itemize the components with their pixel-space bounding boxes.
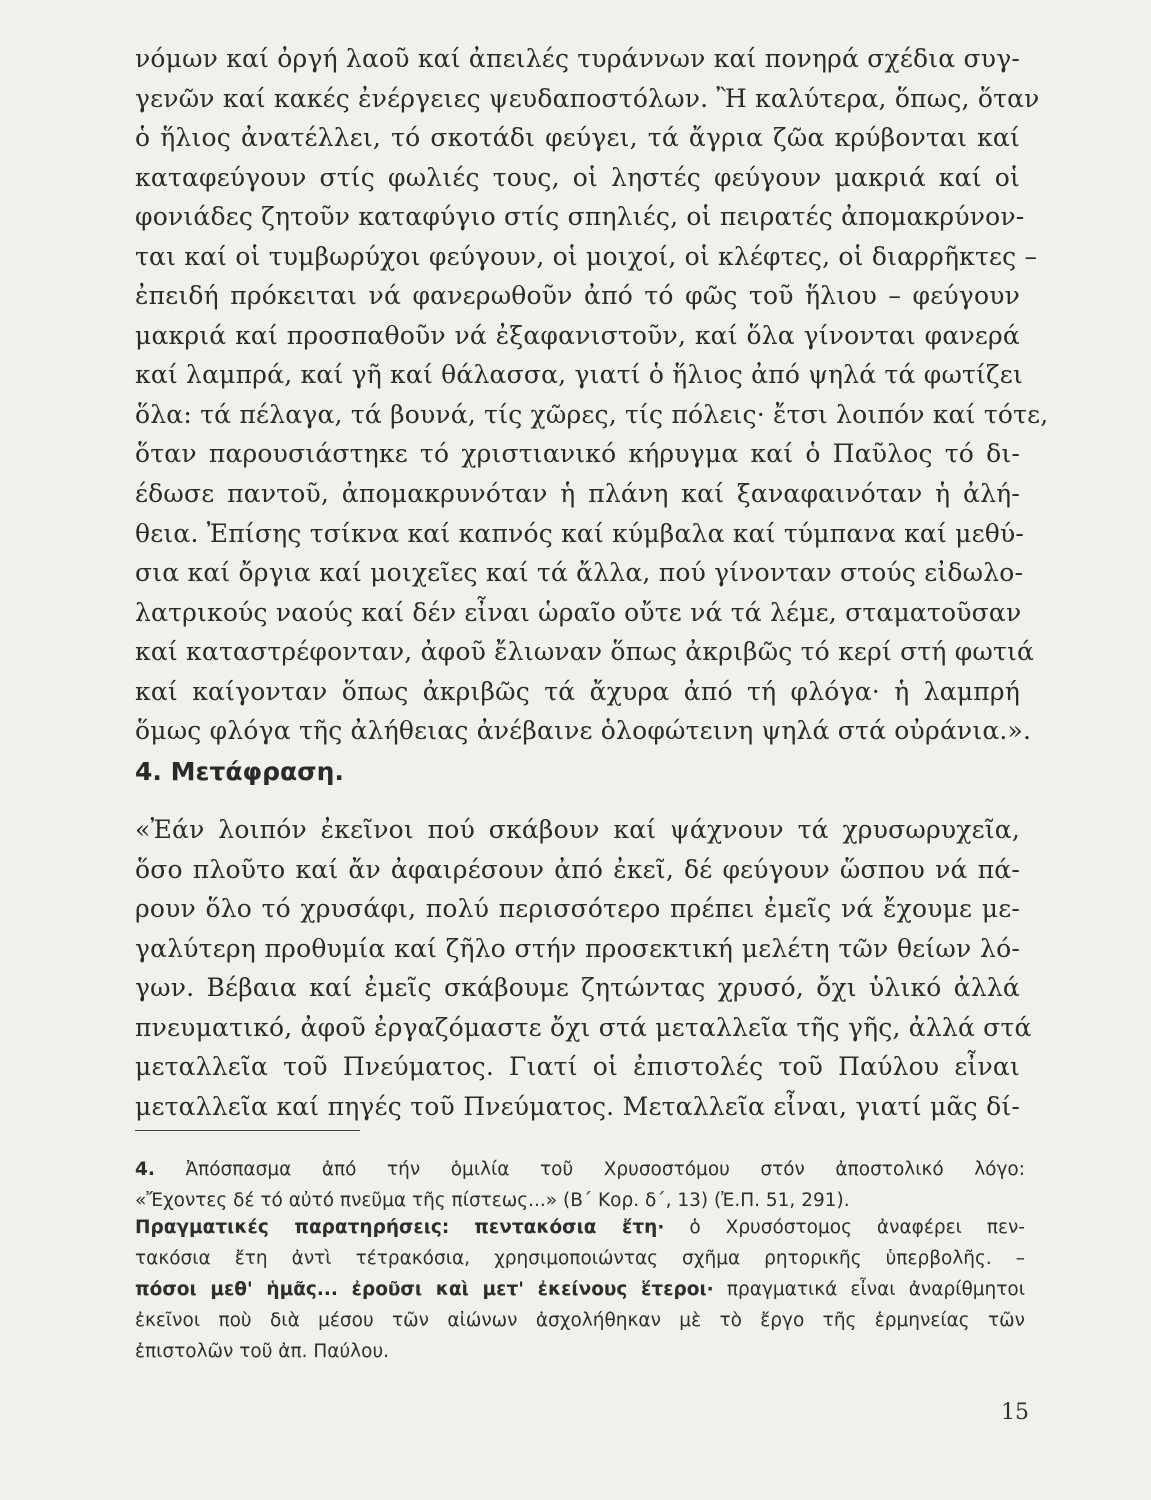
text-line: θεια. Ἐπίσης τσίκνα καί καπνός καί κύμβαλα καί τύμπανα καί μεθύ- bbox=[135, 518, 1025, 548]
translation-passage bbox=[135, 810, 1032, 1126]
text-line: μακριά καί προσπαθοῦν νά ἐξαφανιστοῦν, καί ὅλα γίνονται φανερά bbox=[135, 320, 1020, 350]
text-line: γαλύτερη προθυμία καί ζῆλο στήν προσεκτική μελέτη τῶν θείων λό- bbox=[135, 933, 1020, 963]
text-line: γενῶν καί κακές ἐνέργειες ψευδαποστόλων. Ἢ καλύτερα, ὅπως, ὅταν bbox=[135, 83, 1040, 113]
text-line: ὅλα: τά πέλαγα, τά βουνά, τίς χῶρες, τίς πόλεις· ἔτσι λοιπόν καί τότε, bbox=[135, 399, 1049, 429]
text-line: καί καταστρέφονταν, ἀφοῦ ἔλιωναν ὅπως ἀκριβῶς τό κερί στή φωτιά bbox=[135, 637, 1035, 667]
footnote-line: ἐπιστολῶν τοῦ ἀπ. Παύλου. bbox=[135, 1341, 390, 1362]
footnote-text: Ἀπόσπασμα ἀπό τήν ὁμιλία τοῦ Χρυσοστόμου στόν ἀποστολικό λόγο: bbox=[185, 1159, 1025, 1180]
text-line: μεταλλεῖα καί πηγές τοῦ Πνεύματος. Μεταλλεῖα εἶναι, γιατί μᾶς δί- bbox=[135, 1091, 1020, 1121]
text-line: ὅσο πλοῦτο καί ἄν ἀφαιρέσουν ἀπό ἐκεῖ, δέ φεύγουν ὥσπου νά πά- bbox=[135, 854, 1020, 884]
footnote-line: ἐκεῖνοι ποὺ διὰ μέσου τῶν αἰώνων ἀσχολήθηκαν μὲ τὸ ἔργο τῆς ἑρμηνείας τῶν bbox=[135, 1310, 1025, 1331]
remarks-term: πεντακόσια ἔτη· bbox=[474, 1217, 665, 1238]
quoted-passage bbox=[135, 39, 1049, 751]
text-line: ὅταν παρουσιάστηκε τό χριστιανικό κήρυγμα καί ὁ Παῦλος τό δι- bbox=[135, 439, 1020, 469]
footnote-remarks bbox=[135, 1212, 1025, 1367]
text-line: καί καίγονταν ὅπως ἀκριβῶς τά ἄχυρα ἀπό τή φλόγα· ἡ λαμπρή bbox=[135, 676, 1020, 706]
text-line: πνευματικό, ἀφοῦ ἐργαζόμαστε ὄχι στά μεταλλεῖα τῆς γῆς, ἀλλά στά bbox=[135, 1012, 1032, 1042]
text-line: σια καί ὄργια καί μοιχεῖες καί τά ἄλλα, πού γίνονταν στούς εἰδωλο- bbox=[135, 558, 1024, 588]
page-number: 15 bbox=[1001, 1400, 1029, 1425]
remarks-term: πόσοι μεθ' ἡμᾶς... ἐροῦσι καὶ μετ' ἐκείνους ἕτεροι· bbox=[135, 1279, 714, 1300]
text-line: ἐπειδή πρόκειται νά φανερωθοῦν ἀπό τό φῶς τοῦ ἥλιου – φεύγουν bbox=[135, 281, 1020, 311]
footnote-line: τακόσια ἔτη ἀντὶ τέτρακόσια, χρησιμοποιώντας σχῆμα ρητορικῆς ὑπερβολῆς. – bbox=[135, 1248, 1025, 1269]
text-line: λατρικούς ναούς καί δέν εἶναι ὡραῖο οὔτε νά τά λέμε, σταματοῦσαν bbox=[135, 597, 1022, 627]
footnote-line bbox=[135, 1274, 1025, 1305]
text-line: ται καί οἱ τυμβωρύχοι φεύγουν, οἱ μοιχοί, οἱ κλέφτες, οἱ διαρρῆκτες – bbox=[135, 241, 1038, 271]
text-line: ρουν ὅλο τό χρυσάφι, πολύ περισσότερο πρέπει ἐμεῖς νά ἔχουμε με- bbox=[135, 894, 1020, 924]
footnote-number: 4. bbox=[135, 1159, 155, 1180]
text-line: «Ἐάν λοιπόν ἐκεῖνοι πού σκάβουν καί ψάχνουν τά χρυσωρυχεῖα, bbox=[135, 815, 1020, 844]
text-line: έδωσε παντοῦ, ἀπομακρυνόταν ἡ πλάνη καί ξαναφαινόταν ἡ ἀλή- bbox=[135, 479, 1020, 509]
remarks-text: ὁ Χρυσόστομος ἀναφέρει πεν- bbox=[664, 1217, 1025, 1238]
section-heading: 4. Μετάφραση. bbox=[135, 757, 344, 786]
footnote-line bbox=[135, 1212, 1025, 1243]
text-line: νόμων καί ὀργή λαοῦ καί ἀπειλές τυράννων καί πονηρά σχέδια συγ- bbox=[135, 44, 1020, 73]
text-line: καί λαμπρά, καί γῆ καί θάλασσα, γιατί ὁ ἥλιος ἀπό ψηλά τά φωτίζει bbox=[135, 360, 1023, 390]
text-line: γων. Βέβαια καί ἐμεῖς σκάβουμε ζητώντας χρυσό, ὄχι ὑλικό ἀλλά bbox=[135, 973, 1020, 1003]
text-line: ὁ ἥλιος ἀνατέλλει, τό σκοτάδι φεύγει, τά ἄγρια ζῶα κρύβονται καί bbox=[135, 123, 1020, 153]
remarks-label: Πραγματικές παρατηρήσεις: bbox=[135, 1217, 450, 1238]
text-line: ὅμως φλόγα τῆς ἀλήθειας ἀνέβαινε ὁλοφώτεινη ψηλά στά οὐράνια.». bbox=[135, 716, 1032, 746]
footnote-4 bbox=[135, 1154, 1025, 1216]
text-line: φονιάδες ζητοῦν καταφύγιο στίς σπηλιές, οἱ πειρατές ἀπομακρύνον- bbox=[135, 202, 1025, 232]
remarks-text: πραγματικά εἶναι ἀναρίθμητοι bbox=[713, 1279, 1025, 1300]
footnote-divider bbox=[135, 1130, 360, 1131]
footnote-line bbox=[135, 1154, 1025, 1185]
text-line: μεταλλεῖα τοῦ Πνεύματος. Γιατί οἱ ἐπιστολές τοῦ Παύλου εἶναι bbox=[135, 1052, 1020, 1082]
text-line: καταφεύγουν στίς φωλιές τους, οἱ ληστές φεύγουν μακριά καί οἱ bbox=[135, 162, 1020, 192]
footnote-line: «Ἔχοντες δέ τό αὐτό πνεῦμα τῆς πίστεως...» (Β΄ Κορ. δ΄, 13) (Ἐ.Π. 51, 291). bbox=[135, 1190, 850, 1211]
